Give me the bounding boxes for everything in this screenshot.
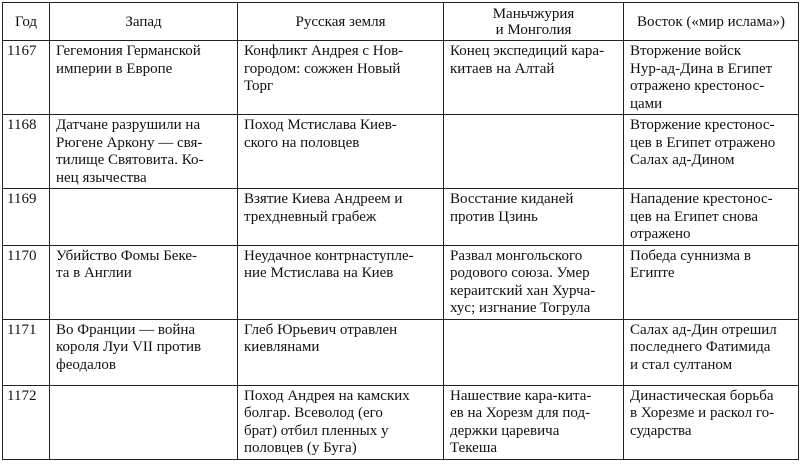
- cell-year: 1170: [3, 245, 50, 319]
- header-row: [3, 3, 799, 41]
- header-manchuria-mongolia: Маньчжурия и Монголия: [444, 3, 624, 41]
- cell-manchuria-mongolia: [444, 115, 624, 189]
- cell-west: Датчане разрушили на Рюгене Аркону — свя- тилище Святовита. Ко- нец язычества: [50, 115, 238, 189]
- cell-rus: Взятие Киева Андреем и трехдневный грабеж: [238, 189, 444, 246]
- cell-rus: Поход Андрея на камских болгар. Всеволод (его брат) отбил пленных у половцев (у Буга): [238, 385, 444, 459]
- chronology-table: [2, 2, 799, 460]
- cell-year: 1172: [3, 385, 50, 459]
- cell-manchuria-mongolia: Восстание киданей против Цзинь: [444, 189, 624, 246]
- cell-west: Во Франции — война короля Луи VII против феодалов: [50, 319, 238, 385]
- cell-east: Нападение крестонос- цев на Египет снова отражено: [624, 189, 799, 246]
- cell-manchuria-mongolia: Нашествие кара-кита- ев на Хорезм для под- держки царевича Текеша: [444, 385, 624, 459]
- cell-year: 1171: [3, 319, 50, 385]
- cell-east: Вторжение крестонос- цев в Египет отражено Салах ад-Дином: [624, 115, 799, 189]
- cell-rus: Глеб Юрьевич отравлен киевлянами: [238, 319, 444, 385]
- chronology-sheet: [2, 2, 798, 474]
- cell-manchuria-mongolia: Конец экспедиций кара- китаев на Алтай: [444, 41, 624, 115]
- table-row: [3, 245, 799, 319]
- header-year: Год: [3, 3, 50, 41]
- cell-year: 1168: [3, 115, 50, 189]
- cell-rus: Конфликт Андрея с Нов- городом: сожжен Новый Торг: [238, 41, 444, 115]
- cell-west: Гегемония Германской империи в Европе: [50, 41, 238, 115]
- header-west: Запад: [50, 3, 238, 41]
- cell-west: Убийство Фомы Беке- та в Англии: [50, 245, 238, 319]
- cell-rus: Поход Мстислава Киев- ского на половцев: [238, 115, 444, 189]
- table-row: [3, 41, 799, 115]
- table-row: [3, 385, 799, 459]
- cell-east: Династическая борьба в Хорезме и раскол го- сударства: [624, 385, 799, 459]
- cell-west: [50, 189, 238, 246]
- cell-west: [50, 385, 238, 459]
- header-east: Восток («мир ислама»): [624, 3, 799, 41]
- cell-east: Победа суннизма в Египте: [624, 245, 799, 319]
- table-row: [3, 189, 799, 246]
- cell-east: Вторжение войск Нур-ад-Дина в Египет отражено крестонос- цами: [624, 41, 799, 115]
- table-row: [3, 115, 799, 189]
- cell-east: Салах ад-Дин отрешил последнего Фатимида и стал султаном: [624, 319, 799, 385]
- cell-year: 1167: [3, 41, 50, 115]
- cell-rus: Неудачное контрнаступле- ние Мстислава на Киев: [238, 245, 444, 319]
- cell-manchuria-mongolia: Развал монгольского родового союза. Умер кераитский хан Хурча- хус; изгнание Тогрула: [444, 245, 624, 319]
- header-rus: Русская земля: [238, 3, 444, 41]
- cell-manchuria-mongolia: [444, 319, 624, 385]
- cell-year: 1169: [3, 189, 50, 246]
- table-row: [3, 319, 799, 385]
